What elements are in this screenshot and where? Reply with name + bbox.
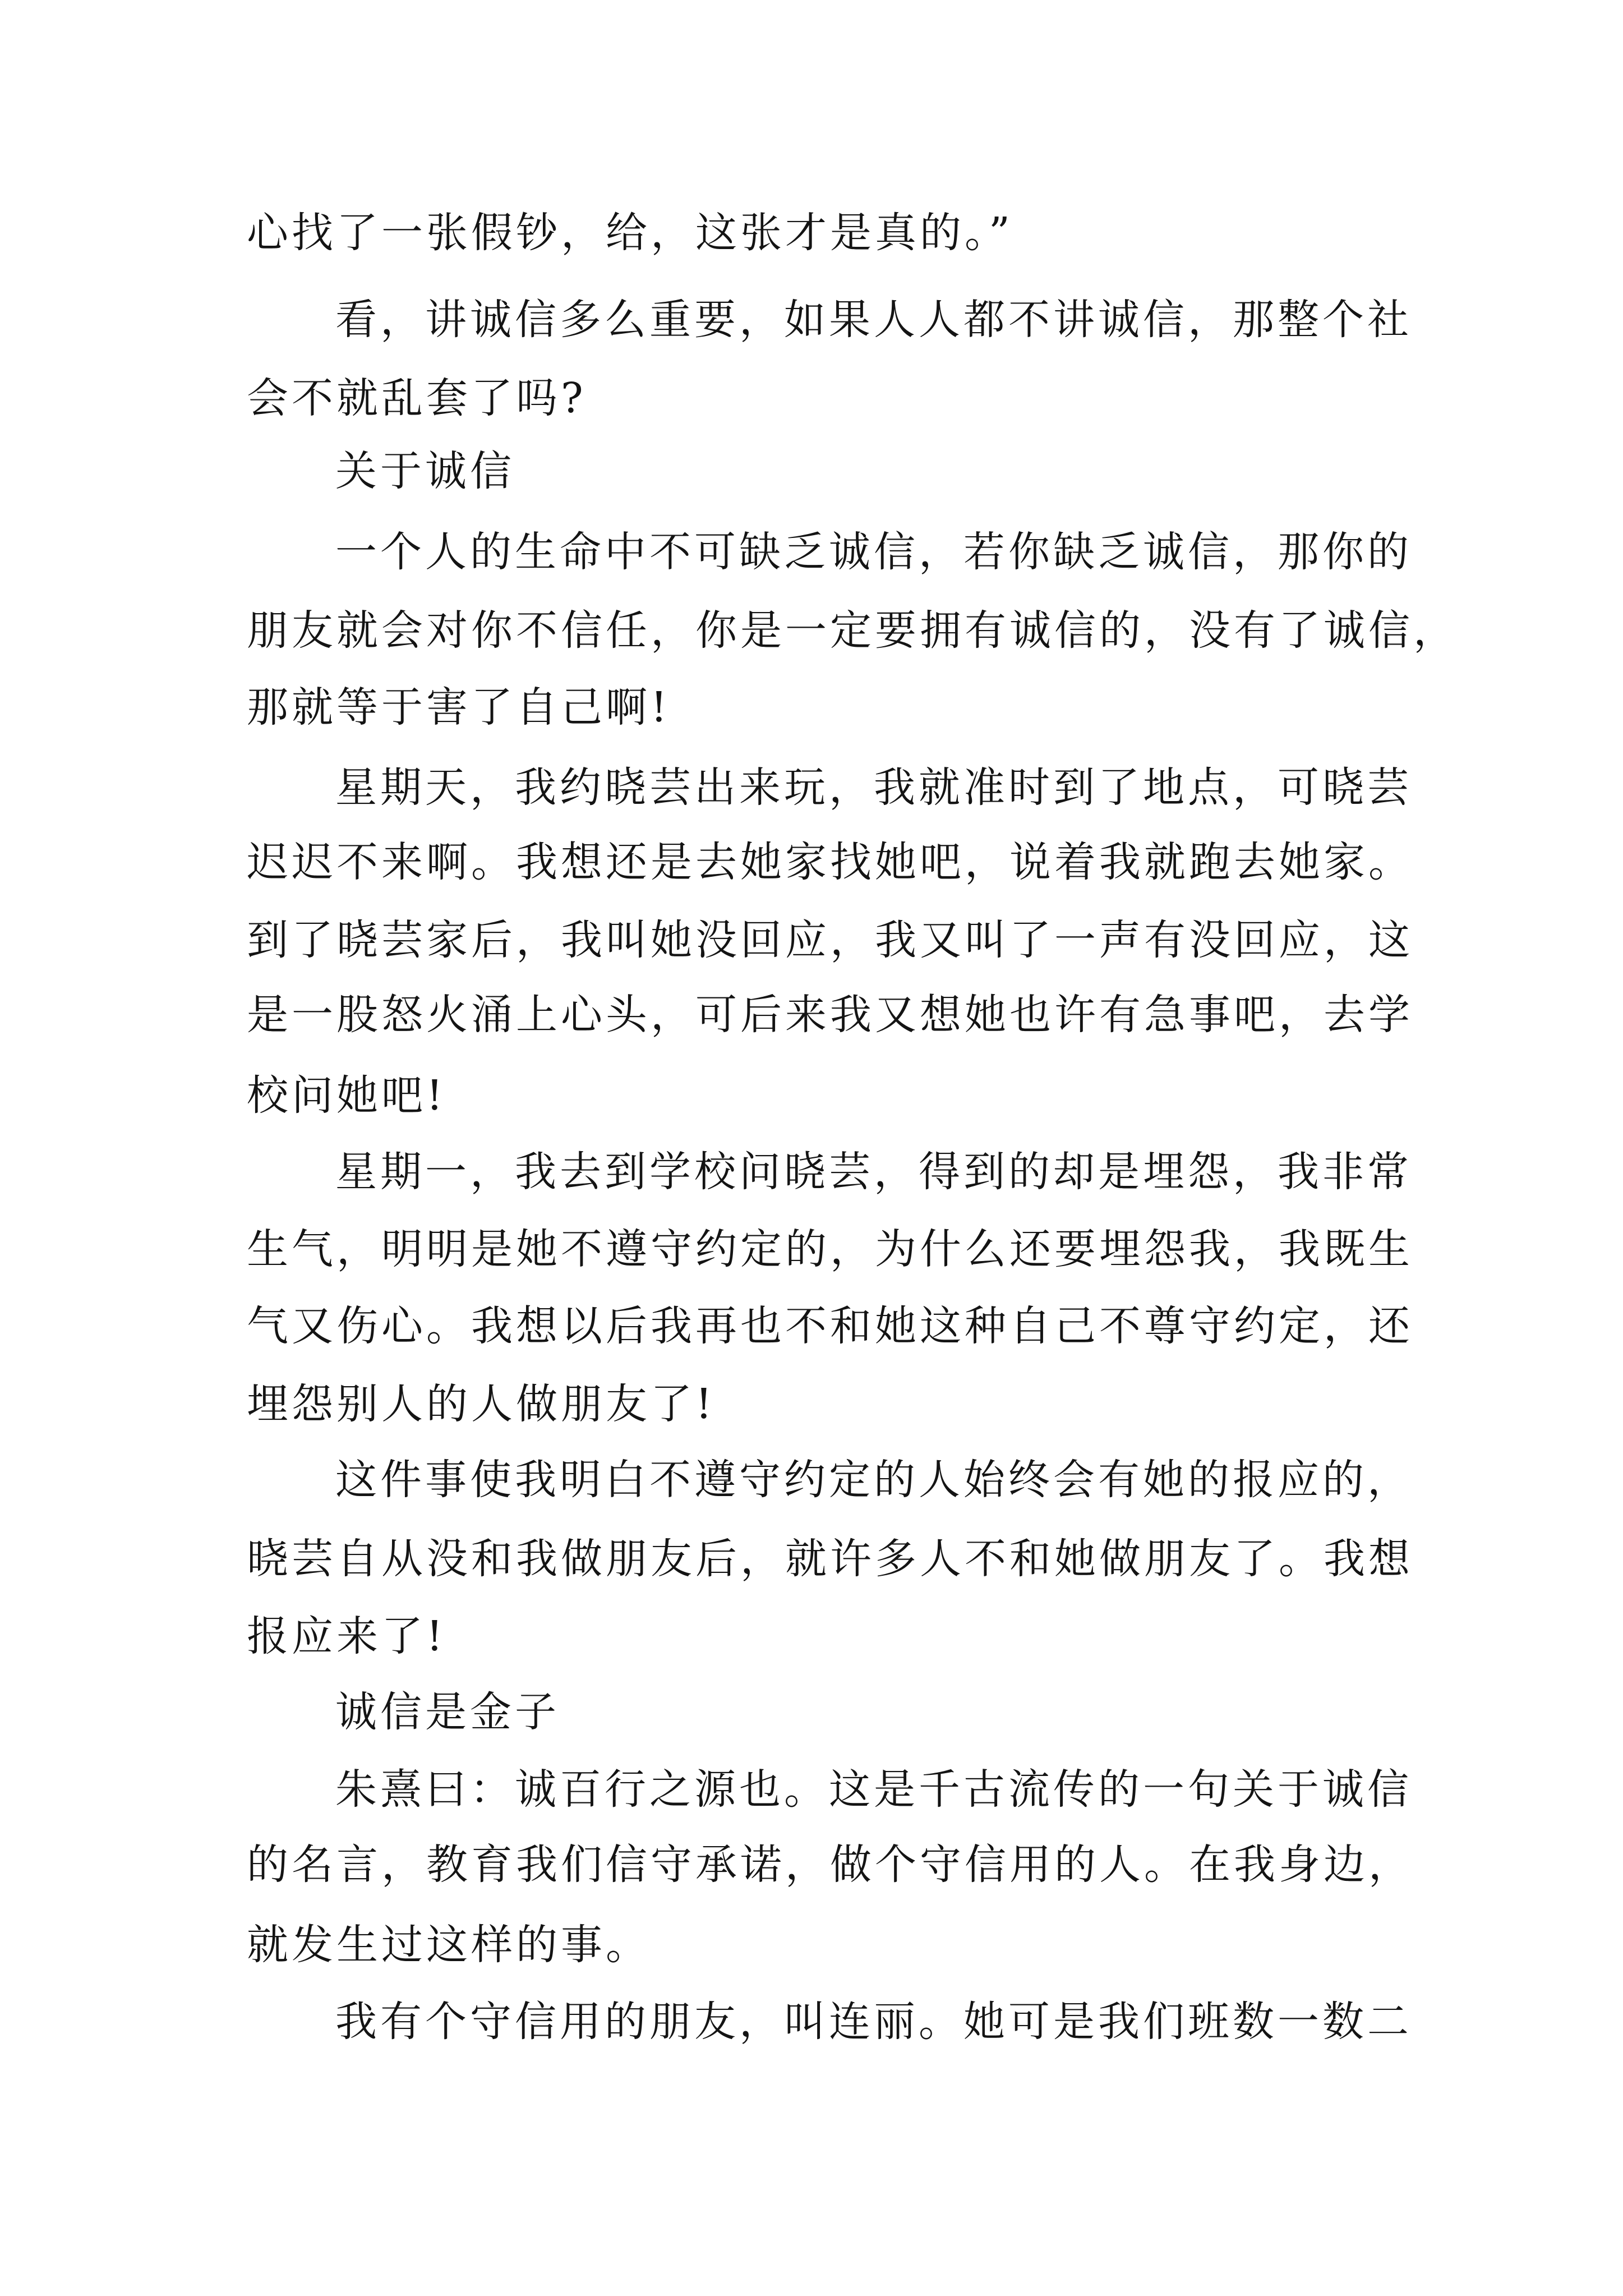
text-line: 到了晓芸家后，我叫她没回应，我又叫了一声有没回应，这 (247, 916, 1413, 964)
text-line: 迟迟不来啊。我想还是去她家找她吧，说着我就跑去她家。 (247, 838, 1413, 886)
text-line: 埋怨别人的人做朋友了! (247, 1380, 716, 1428)
text-line: 就发生过这样的事。 (247, 1921, 651, 1969)
text-line: 这件事使我明白不遵守约定的人始终会有她的报应的， (335, 1456, 1412, 1504)
text-line: 看，讲诚信多么重要，如果人人都不讲诚信，那整个社 (335, 296, 1412, 344)
text-line: 朋友就会对你不信任，你是一定要拥有诚信的，没有了诚信， (247, 606, 1458, 655)
text-line: 我有个守信用的朋友，叫连丽。她可是我们班数一数二 (335, 1998, 1412, 2046)
text-line: 那就等于害了自己啊! (247, 683, 671, 731)
text-line: 朱熹曰：诚百行之源也。这是千古流传的一句关于诚信 (335, 1765, 1412, 1814)
text-line: 晓芸自从没和我做朋友后，就许多人不和她做朋友了。我想 (247, 1535, 1413, 1583)
text-line: 报应来了! (247, 1612, 446, 1660)
text-line: 星期天，我约晓芸出来玩，我就准时到了地点，可晓芸 (335, 763, 1412, 812)
section-heading: 关于诚信 (335, 447, 515, 495)
text-line: 校问她吧! (247, 1071, 446, 1120)
text-line: 心找了一张假钞，给，这张才是真的。” (247, 209, 1013, 257)
text-line: 是一股怒火涌上心头，可后来我又想她也许有急事吧，去学 (247, 991, 1413, 1039)
text-line: 一个人的生命中不可缺乏诚信，若你缺乏诚信，那你的 (335, 528, 1412, 576)
section-heading: 诚信是金子 (335, 1688, 560, 1736)
text-line: 的名言，教育我们信守承诺，做个守信用的人。在我身边， (247, 1841, 1413, 1889)
text-line: 星期一，我去到学校问晓芸，得到的却是埋怨，我非常 (335, 1148, 1412, 1196)
text-line: 生气，明明是她不遵守约定的，为什么还要埋怨我，我既生 (247, 1225, 1413, 1273)
text-line: 气又伤心。我想以后我再也不和她这种自己不尊守约定，还 (247, 1302, 1413, 1350)
text-line: 会不就乱套了吗? (247, 374, 587, 422)
